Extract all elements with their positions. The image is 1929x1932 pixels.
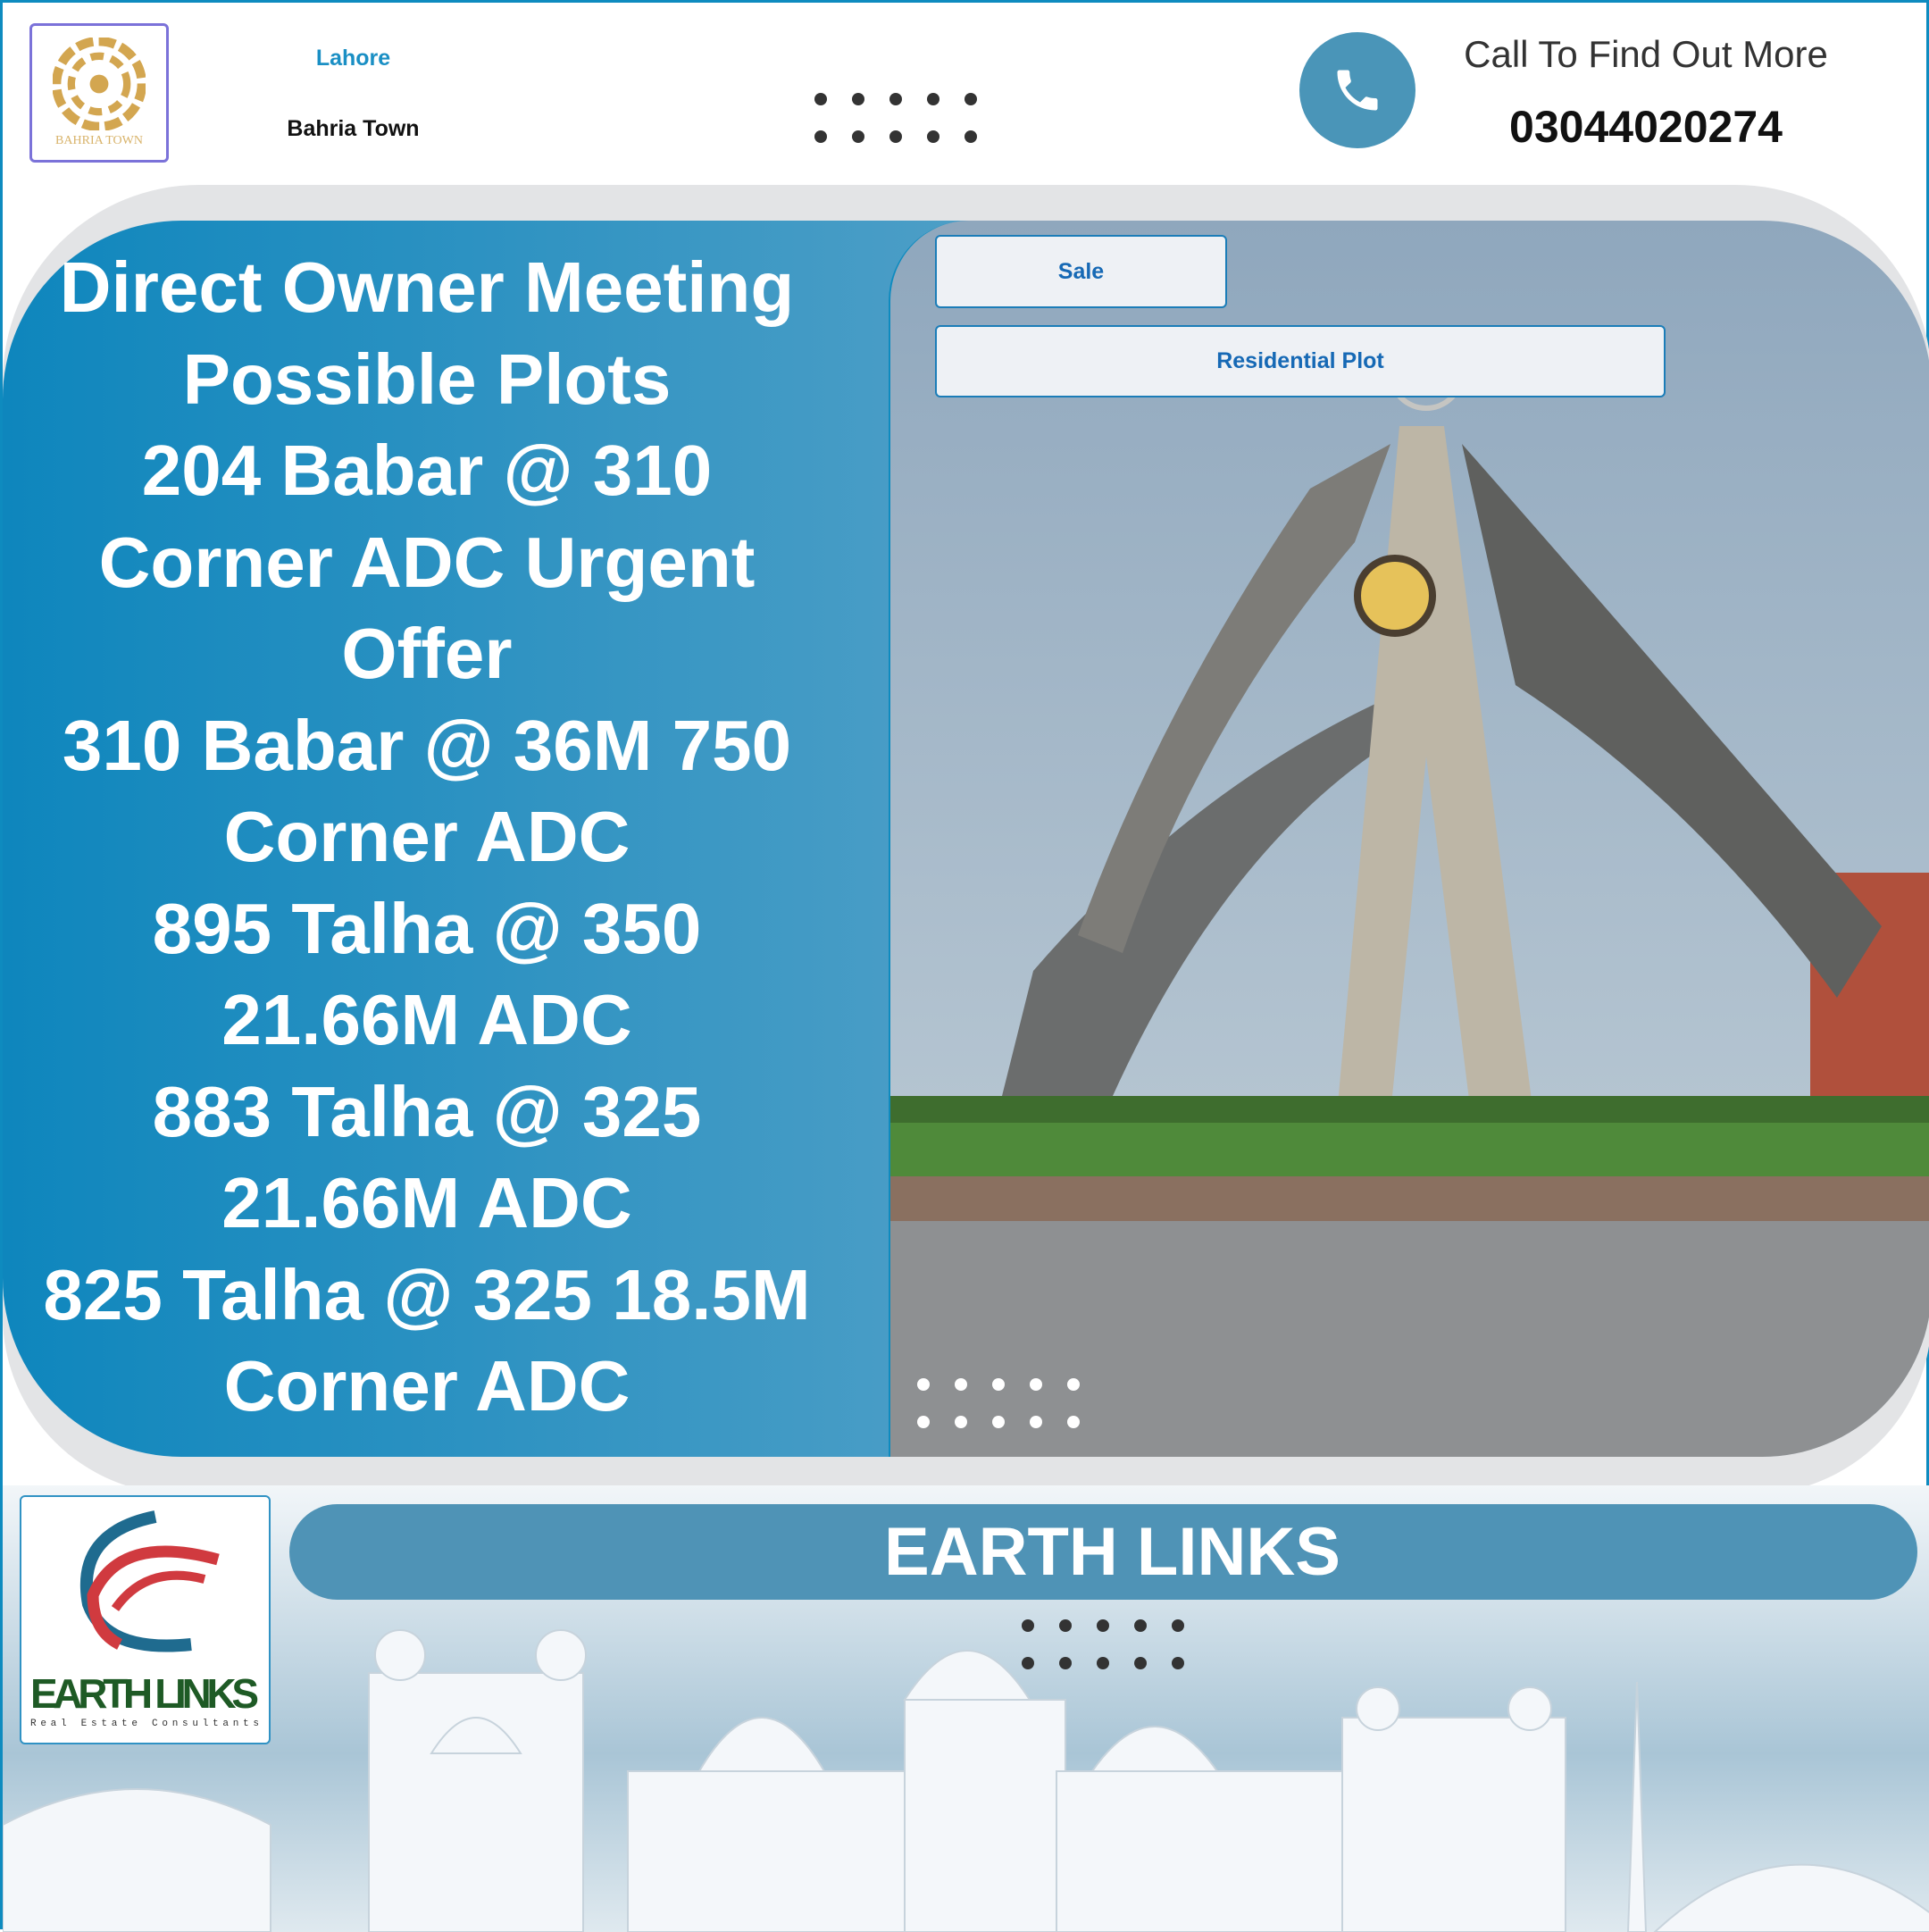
listing-line: Possible Plots (182, 339, 672, 419)
decorative-dots (917, 1378, 1080, 1428)
listing-line: Corner ADC (223, 797, 630, 876)
svg-text:Real Estate Consultants: Real Estate Consultants (30, 1719, 259, 1729)
bahria-emblem-icon (53, 38, 146, 130)
residential-plot-tag[interactable]: Residential Plot (935, 325, 1666, 397)
listing-text (12, 242, 842, 1433)
phone-icon (1331, 63, 1384, 117)
decorative-dots (814, 93, 977, 143)
listing-line: 825 Talha @ 325 18.5M (43, 1254, 811, 1334)
society-label: Bahria Town (287, 116, 420, 141)
svg-text:EARTH LINKS: EARTH LINKS (30, 1670, 259, 1717)
listing-line: 895 Talha @ 350 (152, 888, 702, 968)
brand-banner: EARTH LINKS (289, 1504, 1917, 1600)
listing-line: 21.66M ADC (221, 980, 632, 1059)
listing-line: 204 Babar @ 310 (141, 431, 713, 510)
city-label: Lahore (315, 46, 391, 71)
listing-line: 21.66M ADC (221, 1163, 632, 1242)
phone-number[interactable]: 03044020274 (1509, 102, 1783, 152)
listing-line: Corner ADC (223, 1346, 630, 1426)
listing-line: 883 Talha @ 325 (152, 1071, 702, 1151)
listing-line: Direct Owner Meeting (59, 247, 795, 327)
earth-links-logo (20, 1495, 271, 1744)
call-label: Call To Find Out More (1464, 33, 1828, 75)
earth-links-emblem-icon (21, 1497, 269, 1743)
listing-line: Offer (341, 614, 513, 693)
decorative-dots (1022, 1619, 1184, 1669)
listing-line: Corner ADC Urgent (98, 522, 756, 602)
listing-line: 310 Babar @ 36M 750 (62, 705, 792, 785)
monument-photo (889, 221, 1929, 1457)
clock-tower-image (890, 221, 1929, 1457)
bahria-town-logo (29, 23, 169, 163)
sale-tag[interactable]: Sale (935, 235, 1227, 308)
phone-button[interactable] (1299, 32, 1415, 148)
logo-text: BAHRIA TOWN (55, 134, 143, 147)
